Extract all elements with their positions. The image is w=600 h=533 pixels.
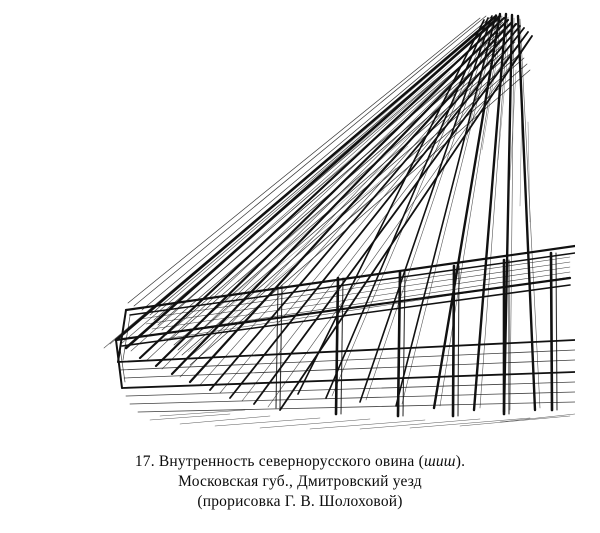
ovin-line-drawing-svg [30,10,575,440]
caption-line-2: Московская губ., Дмитровский уезд [178,473,422,490]
figure-caption [0,452,600,512]
caption-line-3: (прорисовка Г. В. Шолоховой) [197,493,403,510]
caption-line-1-italic-term: шиш [423,453,456,470]
north-russian-ovin-interior-drawing [30,10,575,440]
caption-line-1-tail: ). [455,453,466,470]
caption-line-1-text: 17. Внутренность севернорусского овина ( [134,453,424,470]
caption-line-1 [0,452,600,472]
